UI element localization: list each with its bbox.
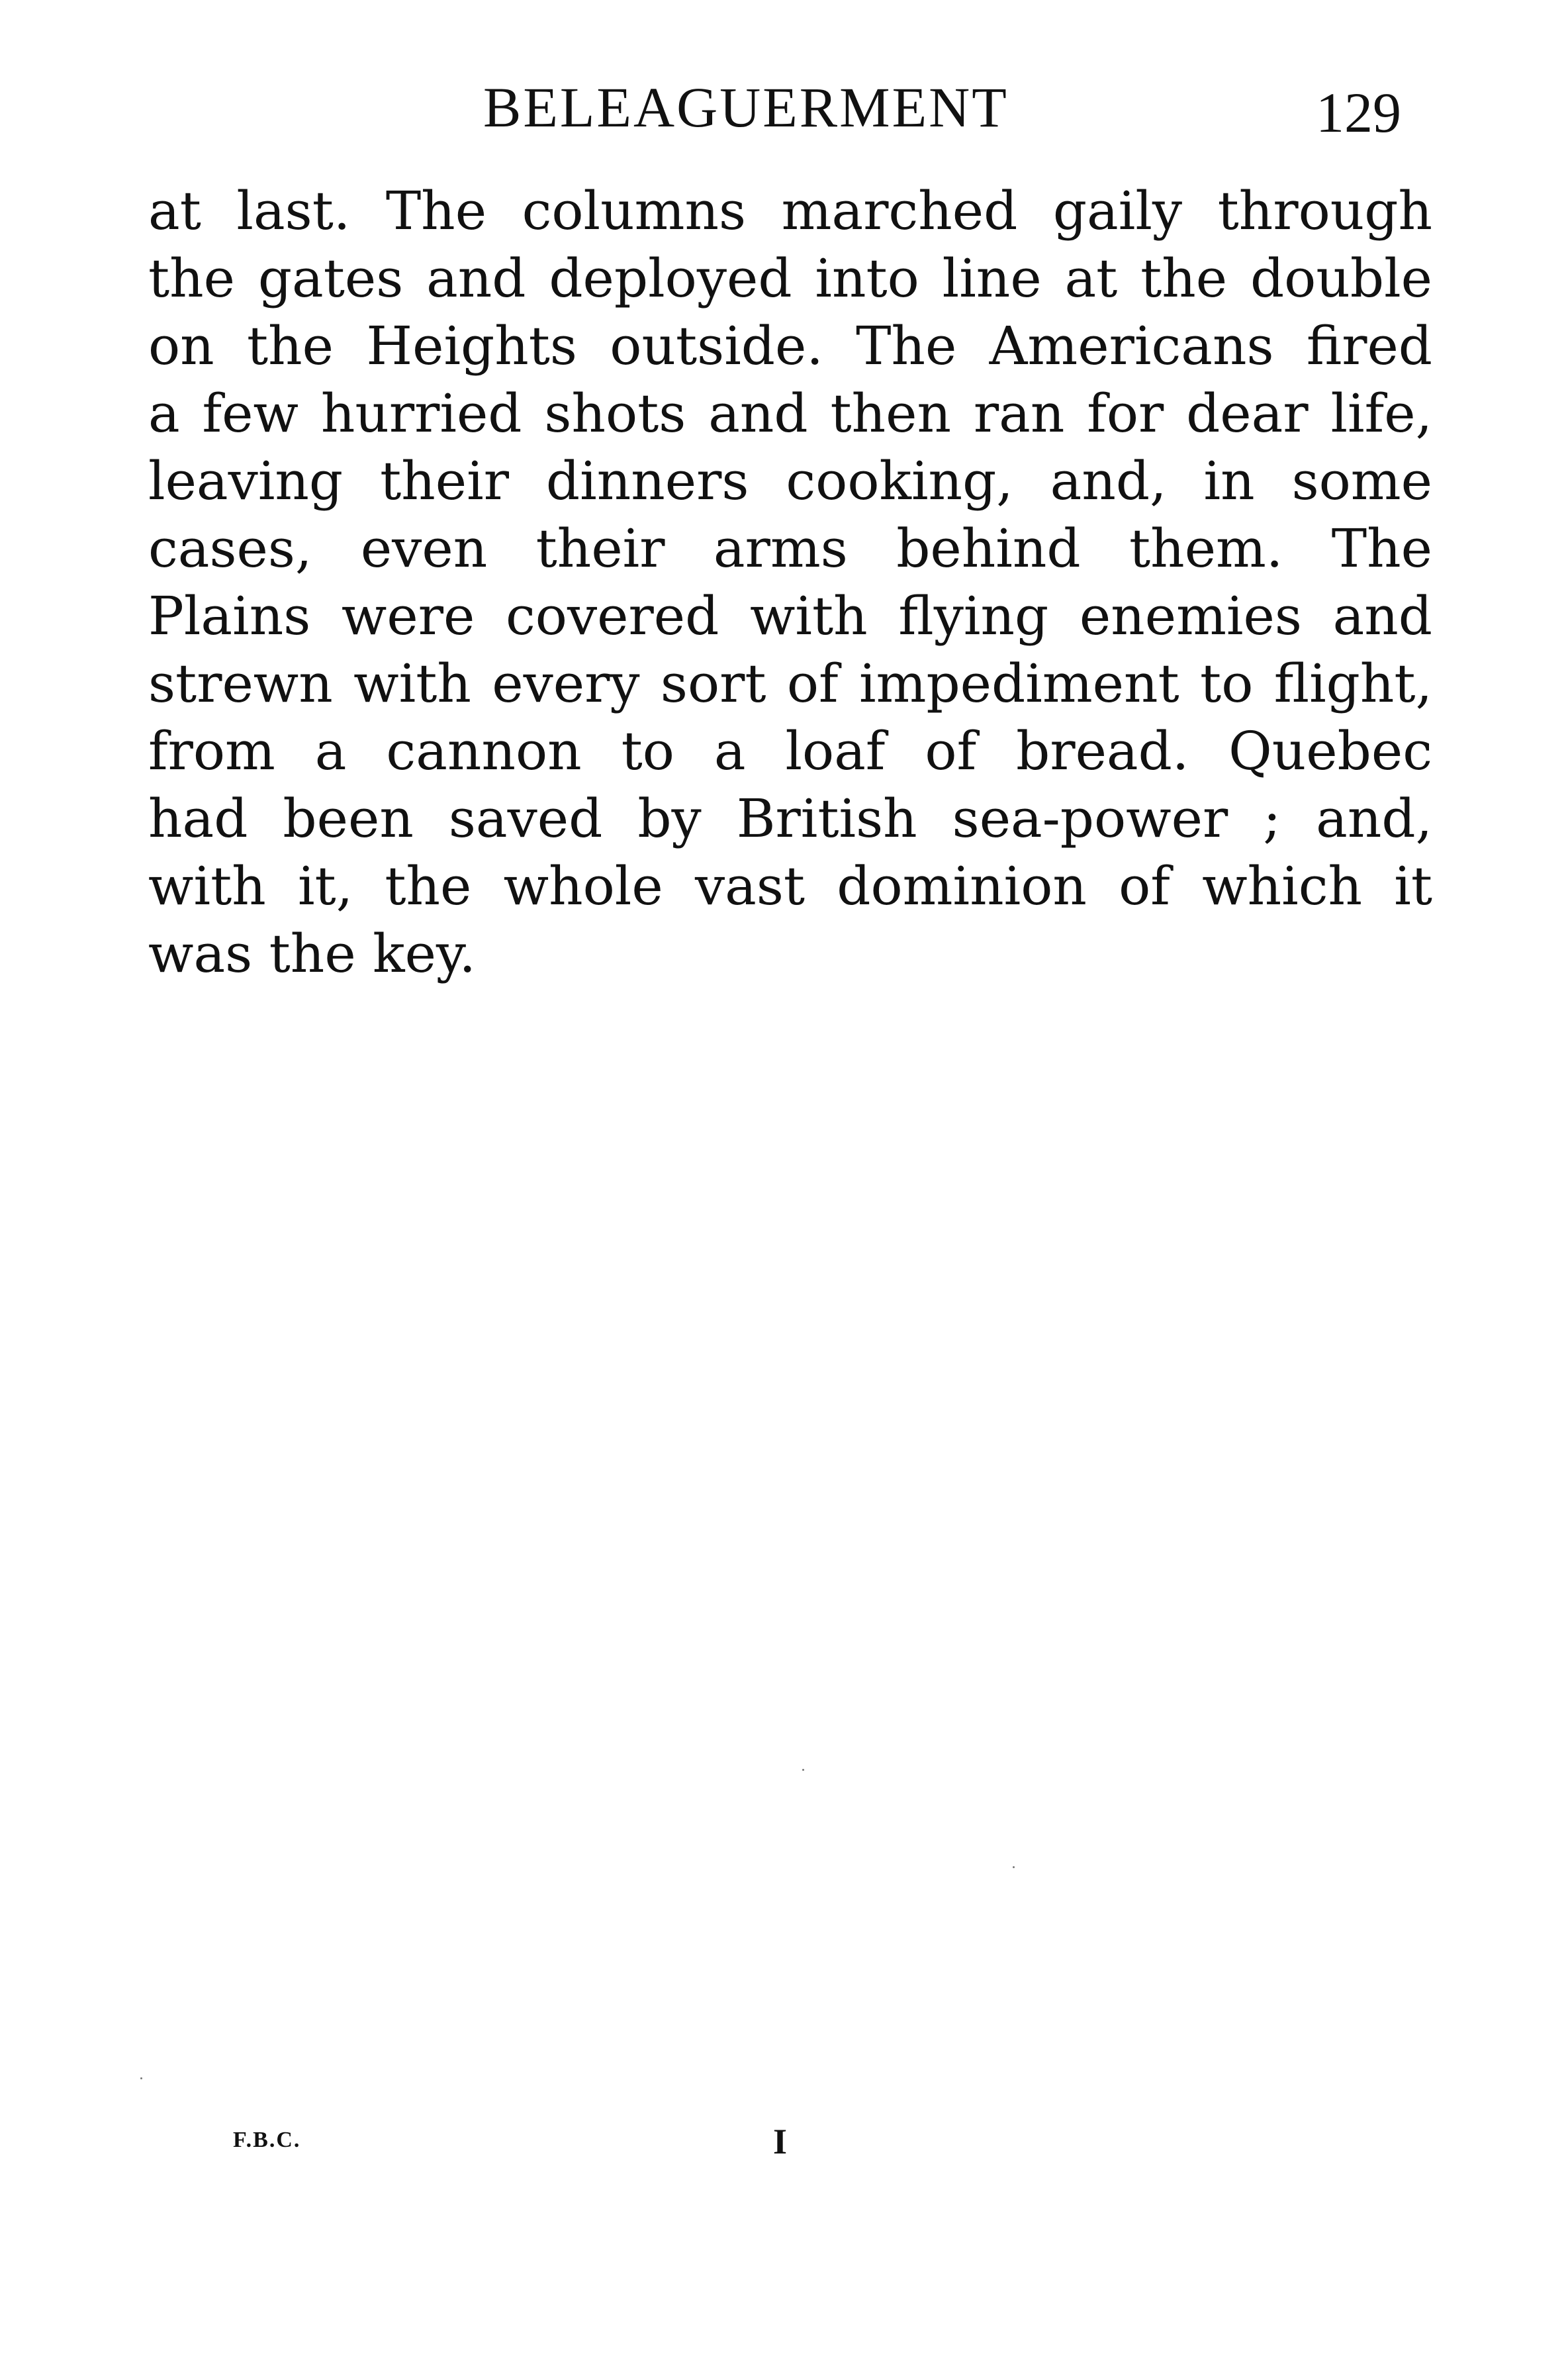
text-line: the gates and deployed into line at the double — [148, 248, 1432, 309]
print-speck — [140, 2077, 142, 2079]
text-line: from a cannon to a loaf of bread. Quebec — [148, 720, 1432, 782]
running-head — [0, 74, 1568, 147]
running-title: BELEAGUERMENT — [483, 75, 1009, 139]
body-text — [148, 177, 1432, 988]
signature-letter: I — [773, 2122, 788, 2161]
print-speck — [802, 1769, 804, 1771]
signature-mark: F.B.C. — [233, 2128, 301, 2152]
text-line: was the key. — [148, 923, 476, 984]
text-line: leaving their dinners cooking, and, in some — [148, 450, 1432, 512]
text-line: Plains were covered with flying enemies and — [148, 585, 1432, 647]
page-number: 129 — [1316, 81, 1401, 144]
text-line: a few hurried shots and then ran for dear life, — [148, 383, 1432, 444]
text-line: on the Heights outside. The Americans fired — [148, 315, 1432, 377]
text-line: cases, even their arms behind them. The — [148, 518, 1432, 579]
print-speck — [1013, 1866, 1015, 1868]
text-line: at last. The columns marched gaily through — [148, 180, 1432, 242]
text-line: with it, the whole vast dominion of which it — [148, 855, 1432, 917]
text-line: strewn with every sort of impediment to flight, — [148, 653, 1432, 714]
text-line: had been saved by British sea-power ; and, — [148, 788, 1432, 849]
